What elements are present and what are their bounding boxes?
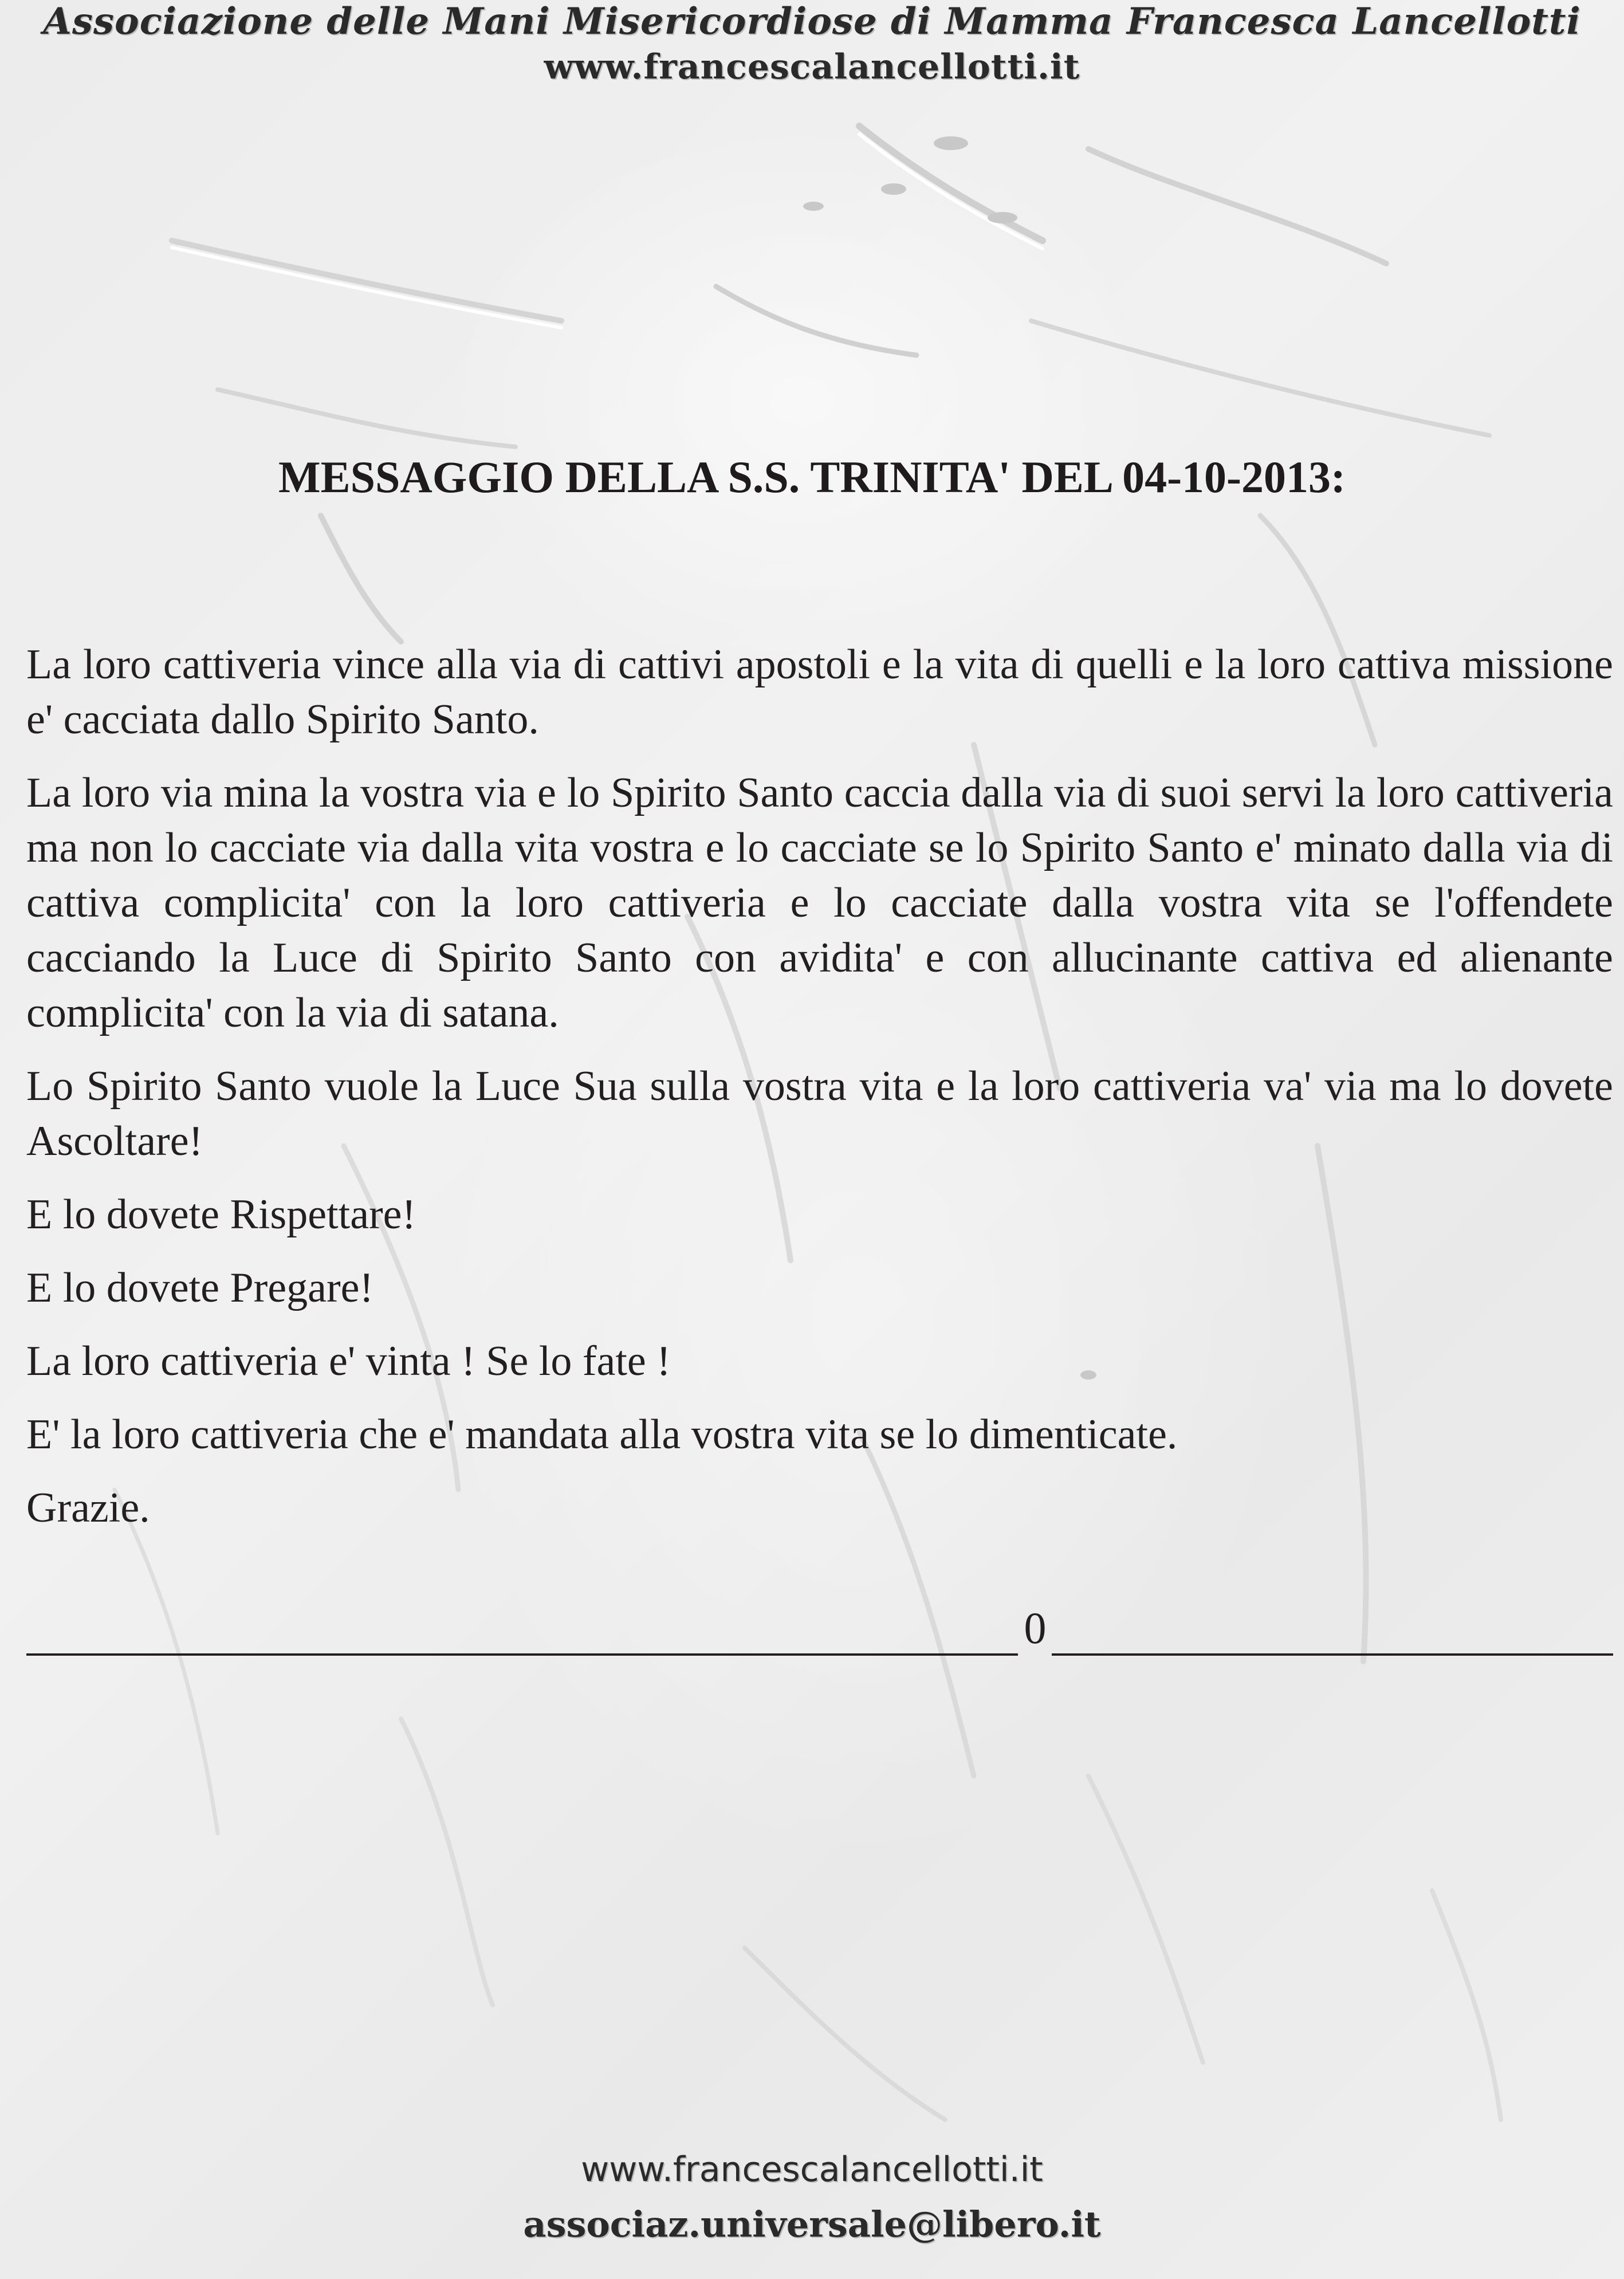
message-paragraph: La loro cattiveria e' vinta ! Se lo fate ! — [26, 1338, 671, 1385]
message-paragraph: La loro via mina la vostra via e lo Spirito Santo caccia dalla via di suoi servi la loro cattiveria ma non lo cacciate via dalla vita vostra e lo cacciate se lo Spirito Santo e' minato dalla via di cattiva complicita' con la loro cattiveria e lo cacciate dalla vostra vita se l'offendete cacciando la Luce di Spirito Santo con avidita' e con allucinante cattiva ed alienante complicita' con la via di satana. — [26, 769, 1613, 1036]
message-paragraph: Grazie. — [26, 1484, 150, 1531]
message-title: MESSAGGIO DELLA S.S. TRINITA' DEL 04-10-2013: — [278, 452, 1346, 502]
separator-line-right — [1052, 1653, 1613, 1656]
footer-email: associaz.universale@libero.it — [523, 2203, 1101, 2245]
message-paragraph: E lo dovete Rispettare! — [26, 1191, 416, 1238]
message-paragraph: Lo Spirito Santo vuole la Luce Sua sulla vostra vita e la loro cattiveria va' via ma lo dovete Ascoltare! — [26, 1063, 1613, 1165]
footer-website: www.francescalancellotti.it — [581, 2150, 1043, 2190]
separator-mark: 0 — [1024, 1603, 1047, 1653]
message-paragraph: La loro cattiveria vince alla via di cattivi apostoli e la vita di quelli e la loro cattiva missione e' cacciata dallo Spirito Santo. — [26, 641, 1613, 743]
end-separator — [26, 1601, 1613, 1664]
message-paragraph: E lo dovete Pregare! — [26, 1264, 374, 1311]
association-name: Associazione delle Mani Misericordiose di Mamma Francesca Lancellotti — [43, 0, 1581, 43]
separator-line-left — [26, 1653, 1018, 1656]
header-website: www.francescalancellotti.it — [544, 47, 1080, 87]
message-paragraph: E' la loro cattiveria che e' mandata alla vostra vita se lo dimenticate. — [26, 1411, 1178, 1458]
message-body — [26, 637, 1613, 1554]
